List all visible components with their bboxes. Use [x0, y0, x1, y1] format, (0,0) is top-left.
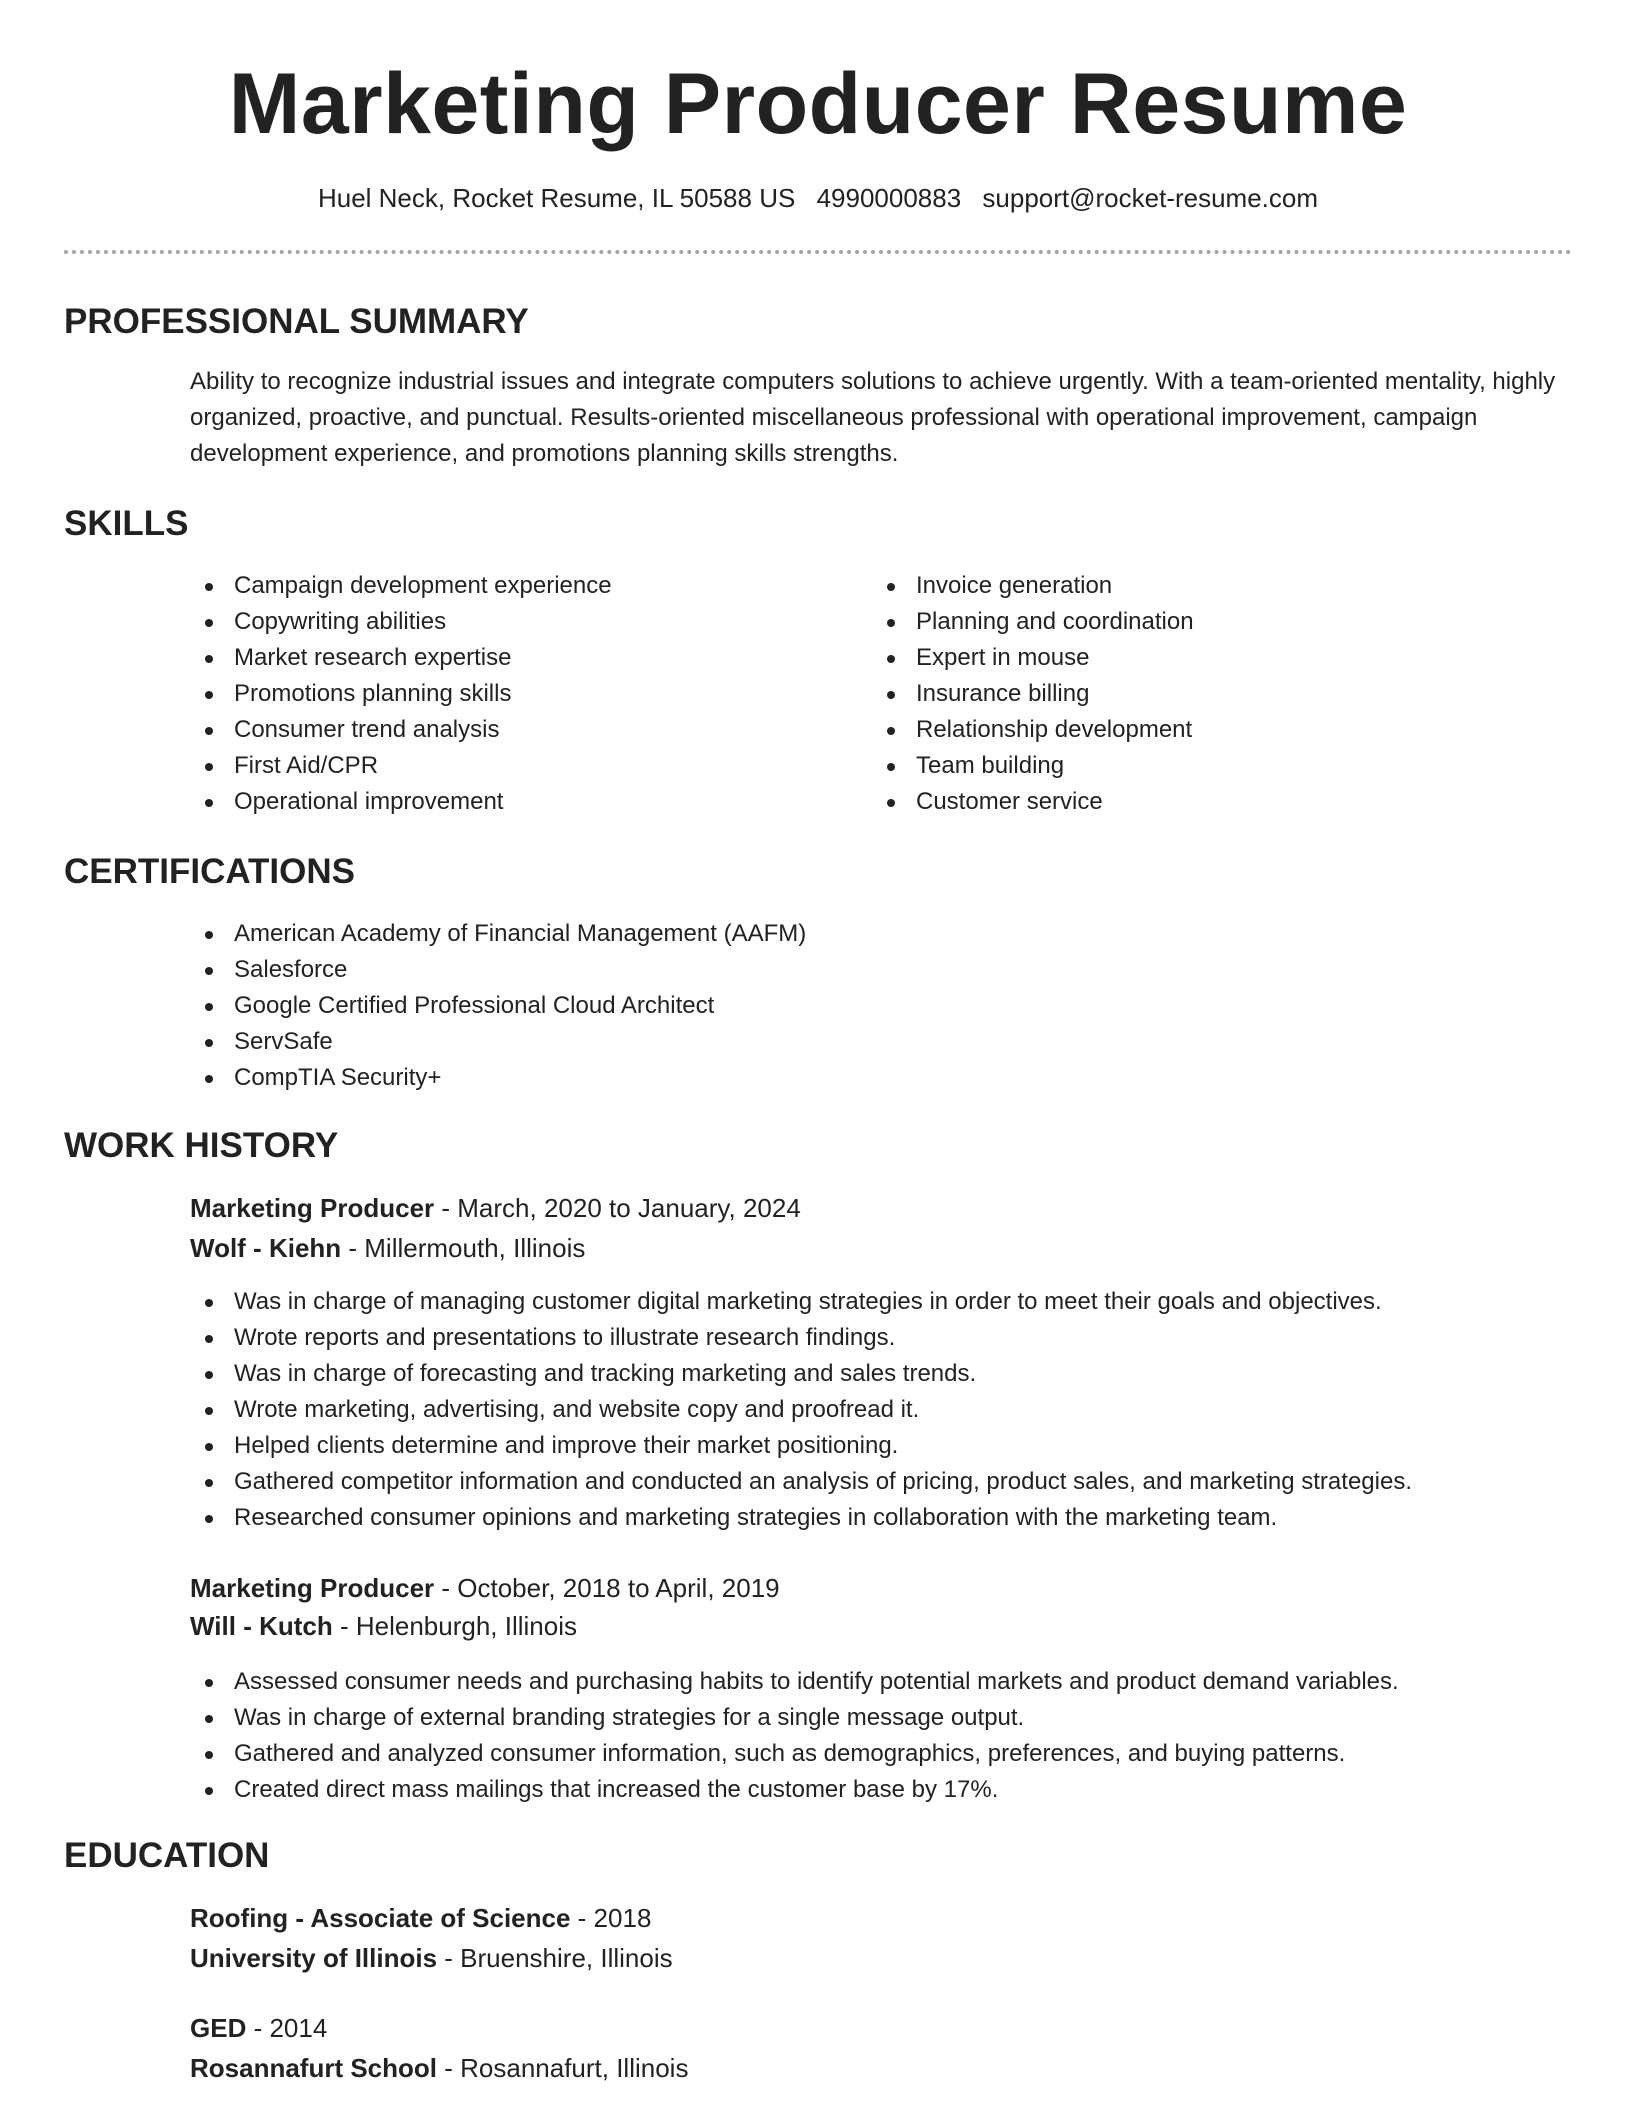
header-divider — [64, 250, 1572, 254]
skills-list-left — [190, 568, 612, 820]
skill-item: Operational improvement — [190, 784, 612, 820]
education-degree: Roofing - Associate of Science — [190, 1903, 571, 1933]
job-company: Will - Kutch — [190, 1611, 333, 1641]
skill-item: Relationship development — [872, 712, 1194, 748]
job-company-line — [190, 1230, 585, 1266]
education-school: Rosannafurt School — [190, 2053, 438, 2083]
section-heading-summary: PROFESSIONAL SUMMARY — [64, 302, 529, 341]
contact-address: Huel Neck, Rocket Resume, IL 50588 US — [317, 183, 796, 213]
education-degree: GED — [190, 2013, 247, 2043]
education-location: - Bruenshire, Illinois — [437, 1943, 673, 1973]
job-bullet: Wrote marketing, advertising, and website copy and proofread it. — [190, 1392, 1412, 1428]
education-year: - 2018 — [570, 1903, 652, 1933]
section-heading-skills: SKILLS — [64, 504, 189, 543]
education-school-line — [190, 2050, 688, 2086]
job-dates: - October, 2018 to April, 2019 — [434, 1573, 780, 1603]
skill-item: Campaign development experience — [190, 568, 612, 604]
certification-item: ServSafe — [190, 1024, 806, 1060]
skill-item: Invoice generation — [872, 568, 1194, 604]
certification-item: Google Certified Professional Cloud Architect — [190, 988, 806, 1024]
job-bullet: Was in charge of external branding strategies for a single message output. — [190, 1700, 1399, 1736]
skill-item: Insurance billing — [872, 676, 1194, 712]
skill-item: Customer service — [872, 784, 1194, 820]
job-dates: - March, 2020 to January, 2024 — [434, 1193, 801, 1223]
job-title: Marketing Producer — [190, 1193, 435, 1223]
section-heading-certifications: CERTIFICATIONS — [64, 852, 356, 891]
job-title-line — [190, 1190, 801, 1226]
skill-item: Consumer trend analysis — [190, 712, 612, 748]
education-degree-line — [190, 2010, 327, 2046]
job-bullet: Was in charge of managing customer digital marketing strategies in order to meet their goals and objectives. — [190, 1284, 1412, 1320]
job-bullet: Created direct mass mailings that increased the customer base by 17%. — [190, 1772, 1399, 1808]
education-location: - Rosannafurt, Illinois — [437, 2053, 689, 2083]
summary-text: Ability to recognize industrial issues and integrate computers solutions to achieve urgently. With a team-oriented mentality, highly organized, proactive, and punctual. Results-oriented miscellaneous professional with operational improvement, campaign development experience, and promotions planning skills strengths. — [190, 368, 1556, 467]
skill-item: Market research expertise — [190, 640, 612, 676]
resume-title: Marketing Producer Resume — [228, 56, 1408, 152]
job-company: Wolf - Kiehn — [190, 1233, 342, 1263]
contact-line — [64, 180, 1572, 216]
job-title-line — [190, 1570, 780, 1606]
job-bullet: Assessed consumer needs and purchasing habits to identify potential markets and product demand variables. — [190, 1664, 1399, 1700]
job-company-line — [190, 1608, 577, 1644]
education-school: University of Illinois — [190, 1943, 438, 1973]
job-bullet: Researched consumer opinions and marketing strategies in collaboration with the marketing team. — [190, 1500, 1412, 1536]
skills-list-right — [872, 568, 1194, 820]
education-year: - 2014 — [246, 2013, 328, 2043]
job-title: Marketing Producer — [190, 1573, 435, 1603]
skill-item: Planning and coordination — [872, 604, 1194, 640]
skill-item: Team building — [872, 748, 1194, 784]
contact-email: support@rocket-resume.com — [982, 183, 1319, 213]
section-heading-work-history: WORK HISTORY — [64, 1126, 339, 1165]
certification-item: Salesforce — [190, 952, 806, 988]
job-location: - Helenburgh, Illinois — [332, 1611, 577, 1641]
certification-item: CompTIA Security+ — [190, 1060, 806, 1096]
job-location: - Millermouth, Illinois — [341, 1233, 586, 1263]
job-bullet: Wrote reports and presentations to illustrate research findings. — [190, 1320, 1412, 1356]
skill-item: Copywriting abilities — [190, 604, 612, 640]
education-degree-line — [190, 1900, 651, 1936]
education-school-line — [190, 1940, 673, 1976]
job-bullet: Gathered competitor information and conducted an analysis of pricing, product sales, and marketing strategies. — [190, 1464, 1412, 1500]
job-bullet: Was in charge of forecasting and tracking marketing and sales trends. — [190, 1356, 1412, 1392]
job-bullet: Helped clients determine and improve their market positioning. — [190, 1428, 1412, 1464]
skill-item: First Aid/CPR — [190, 748, 612, 784]
certifications-list — [190, 916, 806, 1096]
job-bullets — [190, 1284, 1412, 1536]
certification-item: American Academy of Financial Management (AAFM) — [190, 916, 806, 952]
section-heading-education: EDUCATION — [64, 1836, 270, 1875]
contact-phone: 4990000883 — [816, 183, 962, 213]
job-bullet: Gathered and analyzed consumer information, such as demographics, preferences, and buying patterns. — [190, 1736, 1399, 1772]
skill-item: Promotions planning skills — [190, 676, 612, 712]
job-bullets — [190, 1664, 1399, 1808]
skill-item: Expert in mouse — [872, 640, 1194, 676]
